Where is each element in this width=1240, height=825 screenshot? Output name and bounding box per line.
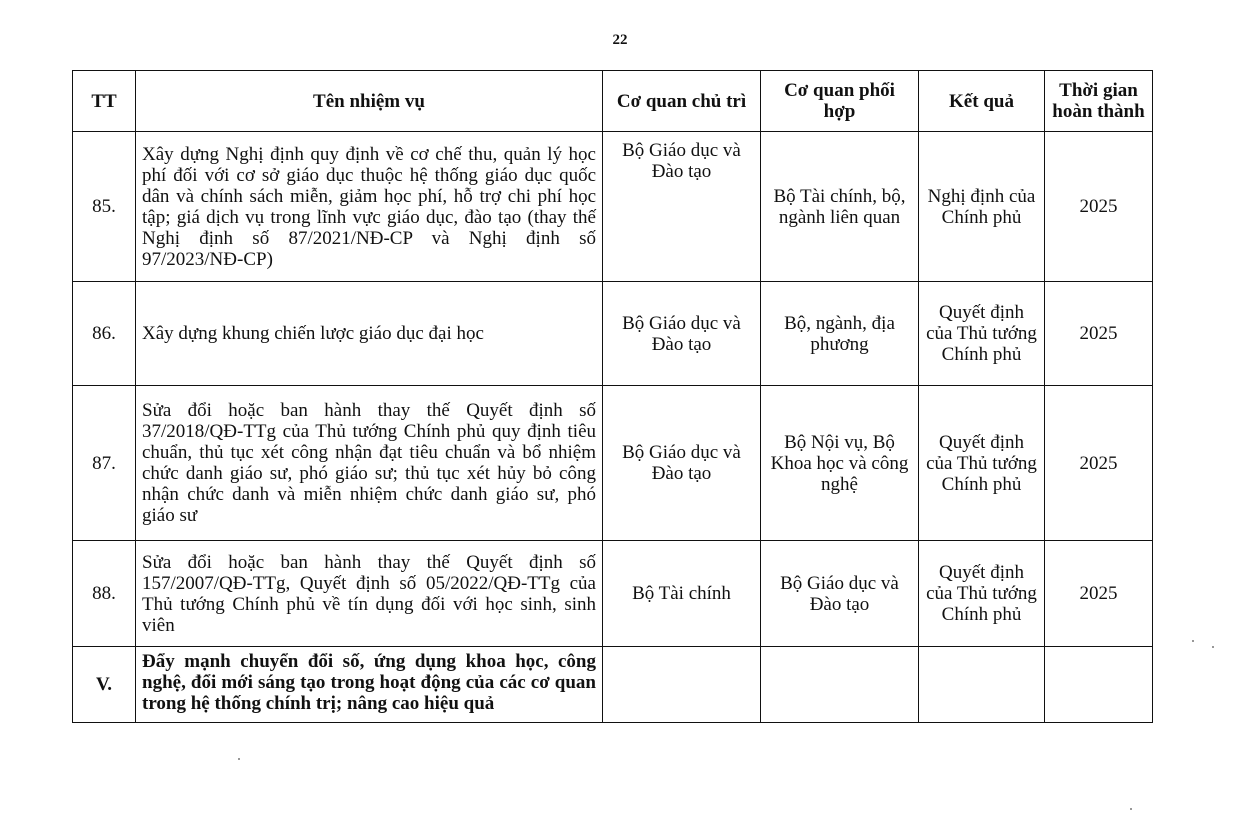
table-row [73, 541, 1153, 647]
lead-agency: Bộ Giáo dục và Đào tạo [603, 386, 761, 541]
scan-speck [1130, 808, 1132, 810]
deadline: 2025 [1045, 282, 1153, 386]
lead-agency: Bộ Tài chính [603, 541, 761, 647]
table-row [73, 282, 1153, 386]
section-row [73, 647, 1153, 723]
coordinating-agency: Bộ Tài chính, bộ, ngành liên quan [761, 132, 919, 282]
scan-speck [1212, 646, 1214, 648]
table-header-row [73, 71, 1153, 132]
row-number: 87. [73, 386, 136, 541]
header-lead-agency: Cơ quan chủ trì [603, 71, 761, 132]
task-name: Xây dựng Nghị định quy định về cơ chế thu, quản lý học phí đối với cơ sở giáo dục thuộc hệ thống giáo dục quốc dân và chính sách miễn, giảm học phí, hỗ trợ chi phí học tập; giá dịch vụ trong lĩnh vực giáo dục, đào tạo (thay thế Nghị định số 87/2021/NĐ-CP và Nghị định số 97/2023/NĐ-CP) [136, 132, 603, 282]
result [919, 647, 1045, 723]
row-number: 88. [73, 541, 136, 647]
header-task: Tên nhiệm vụ [136, 71, 603, 132]
deadline: 2025 [1045, 386, 1153, 541]
coordinating-agency: Bộ Giáo dục và Đào tạo [761, 541, 919, 647]
task-name: Sửa đổi hoặc ban hành thay thế Quyết định số 157/2007/QĐ-TTg, Quyết định số 05/2022/QĐ-TTg của Thủ tướng Chính phủ về tín dụng đối với học sinh, sinh viên [136, 541, 603, 647]
coordinating-agency [761, 647, 919, 723]
result: Quyết định của Thủ tướng Chính phủ [919, 386, 1045, 541]
task-name: Sửa đổi hoặc ban hành thay thế Quyết định số 37/2018/QĐ-TTg của Thủ tướng Chính phủ quy định tiêu chuẩn, thủ tục xét công nhận đạt tiêu chuẩn và bổ nhiệm chức danh giáo sư, phó giáo sư; thủ tục xét hủy bỏ công nhận chức danh và miễn nhiệm chức danh giáo sư, phó giáo sư [136, 386, 603, 541]
result: Nghị định của Chính phủ [919, 132, 1045, 282]
coordinating-agency: Bộ, ngành, địa phương [761, 282, 919, 386]
header-result: Kết quả [919, 71, 1045, 132]
table-row [73, 386, 1153, 541]
header-deadline: Thời gian hoàn thành [1045, 71, 1153, 132]
lead-agency: Bộ Giáo dục và Đào tạo [603, 282, 761, 386]
deadline: 2025 [1045, 132, 1153, 282]
header-tt: TT [73, 71, 136, 132]
row-number: 85. [73, 132, 136, 282]
section-number: V. [73, 647, 136, 723]
lead-agency [603, 647, 761, 723]
task-name: Xây dựng khung chiến lược giáo dục đại học [136, 282, 603, 386]
row-number: 86. [73, 282, 136, 386]
header-coordinating-agency: Cơ quan phối hợp [761, 71, 919, 132]
task-table [72, 70, 1153, 723]
section-title: Đẩy mạnh chuyển đổi số, ứng dụng khoa học, công nghệ, đổi mới sáng tạo trong hoạt động của các cơ quan trong hệ thống chính trị; nâng cao hiệu quả [136, 647, 603, 723]
scan-speck [1192, 640, 1194, 642]
deadline: 2025 [1045, 541, 1153, 647]
table-row [73, 132, 1153, 282]
page-number: 22 [612, 32, 628, 48]
result: Quyết định của Thủ tướng Chính phủ [919, 282, 1045, 386]
lead-agency: Bộ Giáo dục và Đào tạo [603, 132, 761, 282]
deadline [1045, 647, 1153, 723]
result: Quyết định của Thủ tướng Chính phủ [919, 541, 1045, 647]
scan-speck [238, 758, 240, 760]
coordinating-agency: Bộ Nội vụ, Bộ Khoa học và công nghệ [761, 386, 919, 541]
